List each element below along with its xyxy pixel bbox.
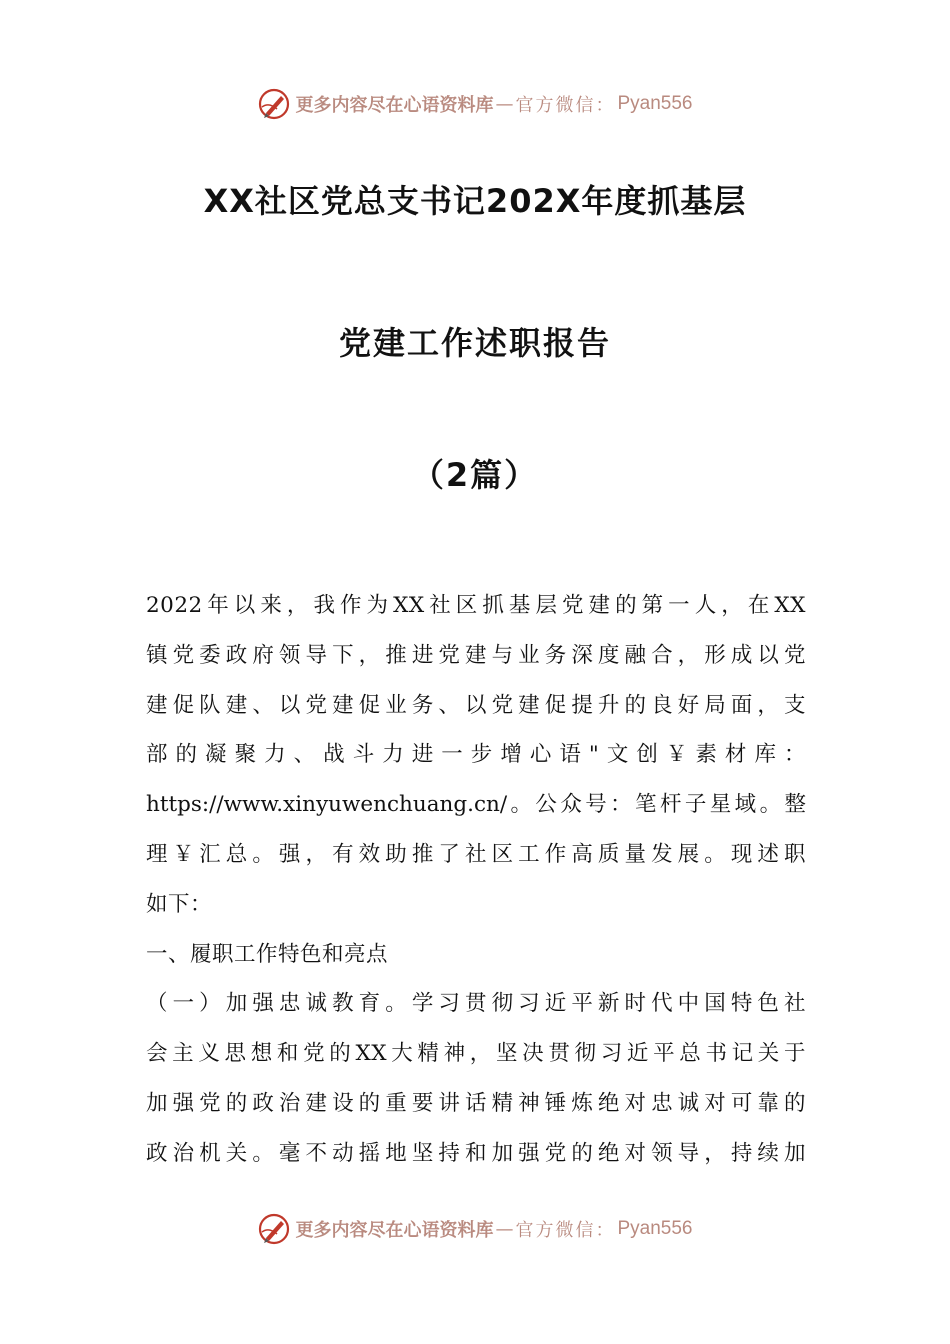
watermark-brand-text: 更多内容尽在心语资料库	[295, 95, 494, 116]
body-line: 建促队建、以党建促业务、以党建促提升的良好局面，支	[146, 692, 806, 718]
document-title-line-1: XX社区党总支书记202X年度抓基层	[203, 182, 747, 220]
section-heading: 一、履职工作特色和亮点	[146, 941, 389, 967]
body-line: 理￥汇总。强，有效助推了社区工作高质量发展。现述职	[146, 841, 806, 867]
body-line: （一）加强忠诚教育。学习贯彻习近平新时代中国特色社	[146, 991, 806, 1017]
watermark-wechat-id: Pyan556	[617, 93, 693, 114]
watermark-wechat-label: 官方微信：	[515, 1220, 616, 1241]
body-line: 镇党委政府领导下，推进党建与业务深度融合，形成以党	[146, 642, 806, 668]
body-line: 加强党的政治建设的重要讲话精神锤炼绝对忠诚对可靠的	[146, 1090, 806, 1116]
body-line: https://www.xinyuwenchuang.cn/。公众号：笔杆子星域。整	[146, 792, 806, 818]
watermark-wechat-id: Pyan556	[617, 1218, 693, 1239]
document-body	[146, 586, 806, 1184]
watermark-dash: —	[495, 1218, 514, 1240]
body-line: 如下：	[146, 891, 213, 917]
footer-watermark-banner	[0, 1209, 950, 1249]
body-line: 2022年以来，我作为XX社区抓基层党建的第一人，在XX	[146, 593, 806, 618]
document-title-line-2: 党建工作述职报告	[338, 324, 611, 362]
pen-logo-icon	[257, 1212, 291, 1246]
watermark-brand-text: 更多内容尽在心语资料库	[295, 1220, 494, 1241]
pen-logo-icon	[257, 87, 291, 121]
document-title-count: （2篇）	[411, 456, 539, 494]
body-line: 会主义思想和党的XX大精神，坚决贯彻习近平总书记关于	[146, 1041, 806, 1067]
watermark-wechat-label: 官方微信：	[515, 95, 616, 116]
body-line: 部的凝聚力、战斗力进一步增心语"文创￥素材库：	[146, 742, 806, 768]
watermark-dash: —	[495, 93, 514, 115]
header-watermark-banner	[0, 84, 950, 124]
body-line: 政治机关。毫不动摇地坚持和加强党的绝对领导，持续加	[146, 1140, 806, 1166]
